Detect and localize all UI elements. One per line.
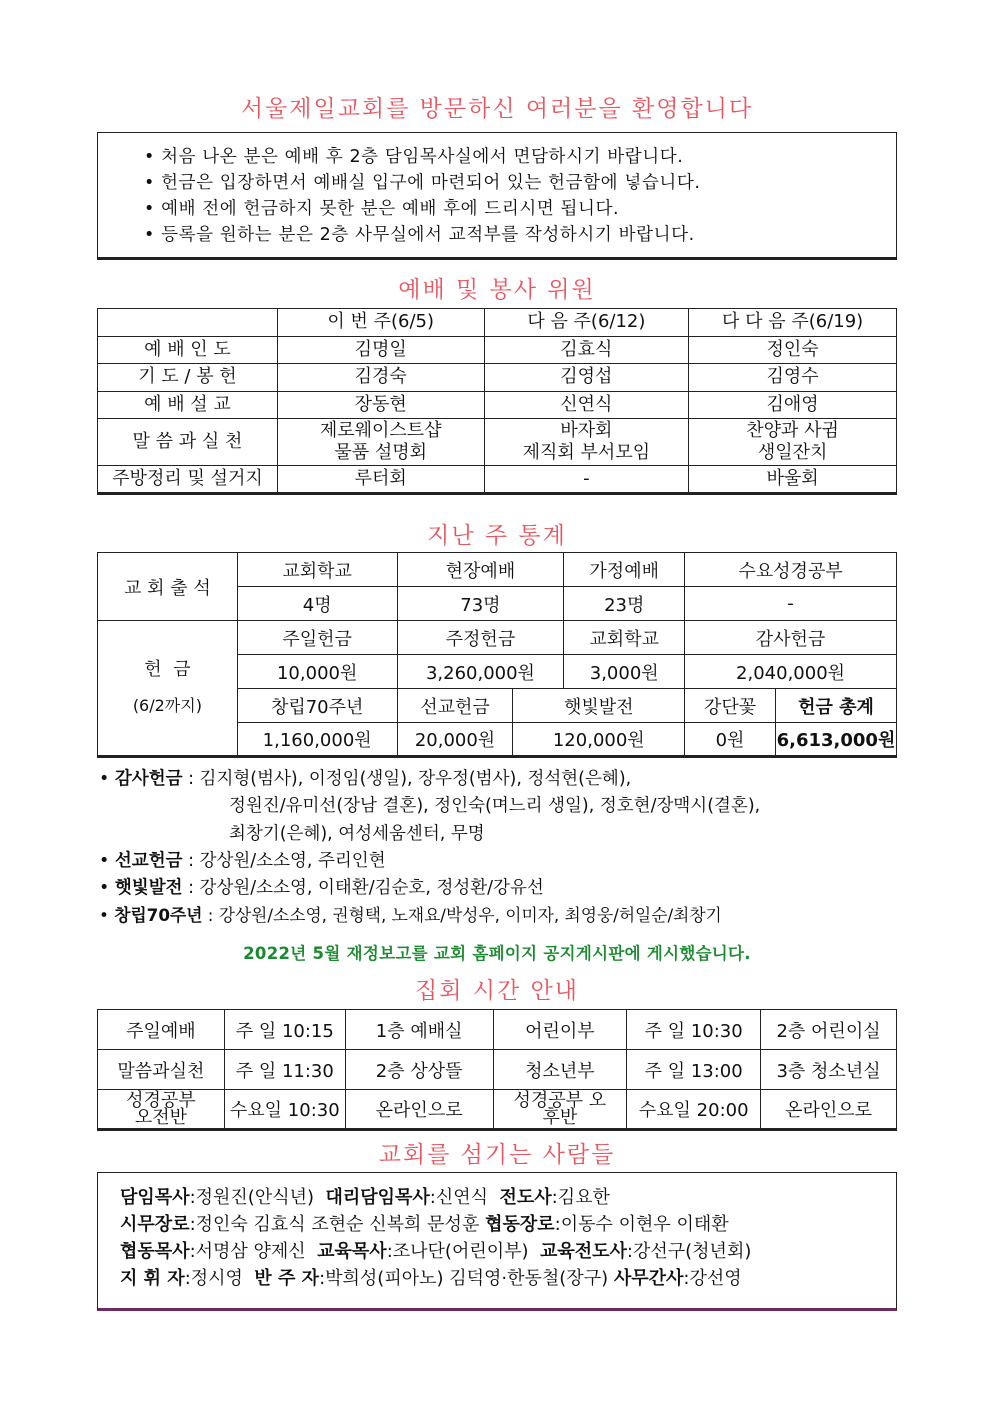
- table-row: [98, 1010, 897, 1050]
- stats-table: [97, 552, 897, 758]
- table-cell: 23명: [564, 587, 685, 621]
- table-cell: 주 일 10:30: [627, 1010, 761, 1050]
- table-cell: 0원: [685, 723, 776, 757]
- table-cell: 주 일 10:15: [224, 1010, 345, 1050]
- note-row: • 창립70주년 : 강상원/소소영, 권형택, 노재요/박성우, 이미자, 최영웅/허일순/최창기: [99, 905, 722, 926]
- table-cell: 루터회: [277, 466, 484, 494]
- table-cell: 2층 상상뜰: [345, 1050, 493, 1090]
- table-cell: 김영수: [689, 364, 897, 392]
- staff-row: 협동목사:서명삼 양제신 교육목사:조나단(어린이부) 교육전도사:강선구(청년회): [120, 1241, 752, 1262]
- row-label: 예 배 인 도: [98, 336, 278, 364]
- total-header: 헌금 총계: [775, 689, 896, 723]
- staff-title: 교회를 섬기는 사람들: [378, 1142, 616, 1168]
- note-row: • 선교헌금 : 강상원/소소영, 주리인현: [99, 850, 386, 871]
- schedule-table: [97, 1009, 897, 1131]
- table-cell: 김영섭: [484, 364, 689, 392]
- table-cell: 성경공부 오전반: [98, 1090, 225, 1130]
- note-row: 최창기(은혜), 여성세움센터, 무명: [229, 823, 485, 844]
- table-cell: -: [685, 587, 897, 621]
- staff-row: 시무장로:정인숙 김효식 조현순 신복희 문성훈 협동장로:이동수 이현우 이태환: [120, 1214, 729, 1235]
- table-cell: 김애영: [689, 391, 897, 419]
- total-value: 6,613,000원: [775, 723, 896, 757]
- stats-title: 지난 주 통계: [427, 523, 567, 549]
- table-row: [98, 309, 897, 337]
- schedule-title: 집회 시간 안내: [415, 978, 579, 1004]
- row-label: 헌 금 (6/2까지): [98, 621, 238, 757]
- table-header: 햇빛발전: [513, 689, 685, 723]
- table-cell: 4명: [237, 587, 397, 621]
- welcome-line: • 처음 나온 분은 예배 후 2층 담임목사실에서 면담하시기 바랍니다.: [144, 147, 684, 167]
- table-header: 다 음 주(6/12): [484, 309, 689, 337]
- table-header: 이 번 주(6/5): [277, 309, 484, 337]
- table-cell: 청소년부: [493, 1050, 627, 1090]
- table-row: [98, 336, 897, 364]
- table-header: 창립70주년: [237, 689, 397, 723]
- table-cell: 20,000원: [397, 723, 513, 757]
- table-cell: 3층 청소년실: [761, 1050, 897, 1090]
- table-cell: 장동현: [277, 391, 484, 419]
- table-cell: 제로웨이스트샵 물품 설명회: [277, 419, 484, 466]
- table-row: [98, 391, 897, 419]
- table-header: 주일헌금: [237, 621, 397, 655]
- table-row: [98, 466, 897, 494]
- service-roles-table: [97, 308, 897, 495]
- table-row: [98, 553, 897, 587]
- offering-notes: [99, 766, 899, 930]
- welcome-box: [97, 132, 897, 260]
- table-cell: 2층 어린이실: [761, 1010, 897, 1050]
- finance-notice: 2022년 5월 재정보고를 교회 홈페이지 공지게시판에 게시했습니다.: [243, 944, 751, 963]
- row-label: 예 배 설 교: [98, 391, 278, 419]
- table-cell: 어린이부: [493, 1010, 627, 1050]
- table-row: [98, 1050, 897, 1090]
- table-header: 주정헌금: [397, 621, 564, 655]
- table-cell: 온라인으로: [761, 1090, 897, 1130]
- table-cell: 바울회: [689, 466, 897, 494]
- table-cell: -: [484, 466, 689, 494]
- welcome-line: • 헌금은 입장하면서 예배실 입구에 마련되어 있는 헌금함에 넣습니다.: [144, 173, 701, 193]
- table-cell: 3,000원: [564, 655, 685, 689]
- table-row: [98, 364, 897, 392]
- table-cell: 2,040,000원: [685, 655, 897, 689]
- table-header: 가정예배: [564, 553, 685, 587]
- table-cell: 온라인으로: [345, 1090, 493, 1130]
- table-cell: 김경숙: [277, 364, 484, 392]
- table-header: 수요성경공부: [685, 553, 897, 587]
- table-cell: 수요일 20:00: [627, 1090, 761, 1130]
- table-cell: 정인숙: [689, 336, 897, 364]
- table-cell: 수요일 10:30: [224, 1090, 345, 1130]
- row-label: 주방정리 및 설거지: [98, 466, 278, 494]
- table-header: 선교헌금: [397, 689, 513, 723]
- table-header: 교회학교: [237, 553, 397, 587]
- table-cell: 주 일 11:30: [224, 1050, 345, 1090]
- row-label: 말 씀 과 실 천: [98, 419, 278, 466]
- table-row: [98, 1090, 897, 1130]
- welcome-title: 서울제일교회를 방문하신 여러분을 환영합니다: [240, 96, 754, 122]
- table-row: [98, 621, 897, 655]
- table-cell: 1,160,000원: [237, 723, 397, 757]
- table-header: 다 다 음 주(6/19): [689, 309, 897, 337]
- table-cell: 3,260,000원: [397, 655, 564, 689]
- table-cell: 120,000원: [513, 723, 685, 757]
- table-cell: 신연식: [484, 391, 689, 419]
- table-cell: 바자회 제직회 부서모임: [484, 419, 689, 466]
- welcome-line: • 등록을 원하는 분은 2층 사무실에서 교적부를 작성하시기 바랍니다.: [144, 225, 695, 245]
- table-cell: 10,000원: [237, 655, 397, 689]
- note-row: • 햇빛발전 : 강상원/소소영, 이태환/김순호, 정성환/강유선: [99, 878, 544, 899]
- table-cell: 주 일 13:00: [627, 1050, 761, 1090]
- table-header: 현장예배: [397, 553, 564, 587]
- table-cell: [98, 309, 278, 337]
- note-row: • 감사헌금 : 김지형(범사), 이정임(생일), 장우정(범사), 정석현(은혜),: [99, 769, 632, 789]
- row-label: 기 도 / 봉 헌: [98, 364, 278, 392]
- staff-row: 지 휘 자:정시영 반 주 자:박희성(피아노) 김덕영·한동철(장구) 사무간사:강선영: [120, 1268, 742, 1289]
- table-cell: 말씀과실천: [98, 1050, 225, 1090]
- service-roles-title: 예배 및 봉사 위원: [398, 277, 596, 303]
- table-cell: 주일예배: [98, 1010, 225, 1050]
- table-row: [98, 419, 897, 466]
- table-header: 강단꽃: [685, 689, 776, 723]
- table-cell: 성경공부 오후반: [493, 1090, 627, 1130]
- table-cell: 1층 예배실: [345, 1010, 493, 1050]
- table-cell: 김효식: [484, 336, 689, 364]
- staff-row: 담임목사:정원진(안식년) 대리담임목사:신연식 전도사:김요한: [120, 1187, 610, 1208]
- table-header: 감사헌금: [685, 621, 897, 655]
- table-cell: 73명: [397, 587, 564, 621]
- table-cell: 김명일: [277, 336, 484, 364]
- welcome-line: • 예배 전에 헌금하지 못한 분은 예배 후에 드리시면 됩니다.: [144, 199, 620, 219]
- note-row: 정원진/유미선(장남 결혼), 정인숙(며느리 생일), 정호현/장맥시(결혼),: [229, 796, 761, 817]
- staff-box: [97, 1172, 897, 1311]
- row-label: 교 회 출 석: [98, 553, 238, 621]
- table-header: 교회학교: [564, 621, 685, 655]
- table-cell: 찬양과 사귐 생일잔치: [689, 419, 897, 466]
